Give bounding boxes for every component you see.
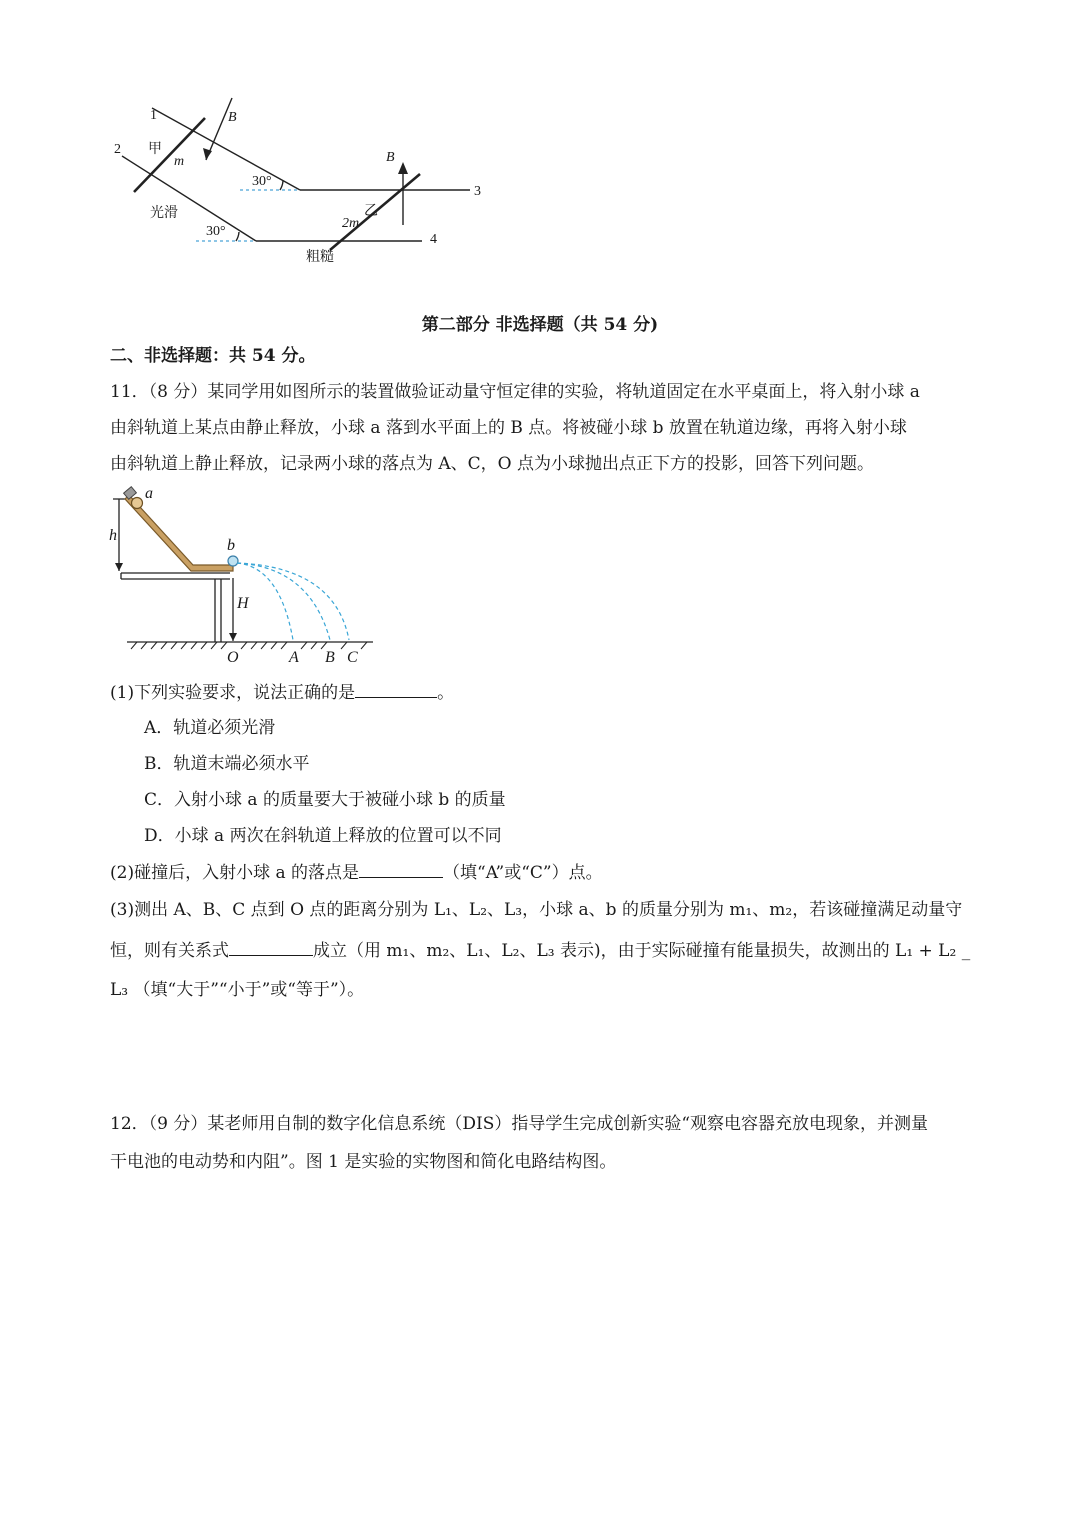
label-mass-m: m	[174, 154, 185, 169]
q12-line-2: 干电池的电动势和内阻”。图 1 是实验的实物图和简化电路结构图。	[110, 1152, 617, 1172]
label-mass-2m: 2m	[342, 216, 360, 231]
q11-part3-line-3: L₃ （填“大于”“小于”或“等于”）。	[110, 980, 365, 1000]
q11-part3-line-2a: 恒，则有关系式	[110, 941, 229, 961]
q11-option-c: C．入射小球 a 的质量要大于被碰小球 b 的质量	[144, 790, 506, 810]
label-angle-lower: 30°	[206, 224, 226, 239]
path-to-C	[237, 563, 349, 640]
label-point-B: B	[325, 649, 335, 666]
q11-part2-blank[interactable]	[359, 861, 443, 878]
label-rail-1: 1	[150, 108, 157, 123]
q11-part1-stem: (1)下列实验要求，说法正确的是	[110, 683, 356, 703]
label-rail-2: 2	[114, 142, 121, 157]
q11-part3-line-2b: 成立（用 m₁、m₂、L₁、L₂、L₃ 表示)，由于实际碰撞有能量损失，故测出的 L₁ + L₂ _	[313, 941, 971, 961]
q11-option-d: D．小球 a 两次在斜轨道上释放的位置可以不同	[144, 826, 502, 846]
rails-diagram	[100, 90, 500, 270]
label-rod-jia: 甲	[148, 142, 162, 157]
q11-intro-line-2: 由斜轨道上某点由静止释放，小球 a 落到水平面上的 B 点。将被碰小球 b 放置在轨道边缘，再将入射小球	[110, 418, 907, 438]
ball-b	[228, 556, 238, 566]
q11-intro-line-3: 由斜轨道上静止释放，记录两小球的落点为 A、C，O 点为小球抛出点正下方的投影，回答下列问题。	[110, 454, 875, 474]
label-angle-upper: 30°	[252, 174, 272, 189]
label-height-h: h	[109, 527, 117, 544]
label-ball-a: a	[145, 485, 153, 502]
track-diagram	[105, 485, 380, 670]
label-ball-b: b	[227, 537, 235, 554]
q11-part2-stem: (2)碰撞后，入射小球 a 的落点是	[110, 863, 360, 883]
label-rod-yi: 乙	[364, 204, 378, 219]
label-field-b-right: B	[386, 150, 395, 165]
label-rail-4: 4	[430, 232, 437, 247]
angle-arc-upper	[280, 181, 283, 190]
q11-option-b: B．轨道末端必须水平	[144, 754, 310, 774]
track-figure	[105, 485, 380, 670]
q11-part1-end: 。	[437, 683, 455, 703]
q11-part1	[110, 681, 454, 704]
q11-part2	[110, 861, 603, 884]
section-title: 第二部分 非选择题（共 54 分)	[421, 315, 659, 335]
q11-part3-line-1: (3)测出 A、B、C 点到 O 点的距离分别为 L₁、L₂、L₃，小球 a、b 的质量分别为 m₁、m₂，若该碰撞满足动量守	[110, 900, 963, 920]
q11-part3-line-2	[110, 939, 970, 962]
path-to-B	[237, 563, 330, 640]
ball-a	[132, 498, 143, 509]
q11-part3-blank[interactable]	[229, 939, 313, 956]
ground-hatching	[131, 642, 367, 649]
angle-arc-lower	[236, 232, 239, 241]
label-height-H: H	[237, 595, 249, 612]
label-smooth: 光滑	[150, 206, 178, 221]
q11-part1-blank[interactable]	[355, 681, 437, 698]
label-rough: 粗糙	[306, 250, 334, 265]
rod-jia	[134, 118, 205, 192]
q11-option-a: A．轨道必须光滑	[144, 718, 276, 738]
label-point-C: C	[347, 649, 358, 666]
rails-figure	[100, 90, 500, 270]
rail-2-incline	[122, 156, 256, 241]
arrowhead-vertical	[398, 162, 408, 174]
q11-part2-end: （填“A”或“C”）点。	[443, 863, 603, 883]
label-point-A: A	[289, 649, 299, 666]
label-rail-3: 3	[474, 184, 481, 199]
q12-line-1: 12．（9 分）某老师用自制的数字化信息系统（DIS）指导学生完成创新实验“观察电容器充放电现象，并测量	[110, 1114, 929, 1134]
projectile-paths	[237, 563, 349, 640]
section-heading: 二、非选择题：共 54 分。	[110, 346, 316, 366]
label-point-O: O	[227, 649, 239, 666]
label-field-b-top: B	[228, 110, 237, 125]
track-stopper	[124, 487, 137, 500]
q11-intro-line-1: 11．（8 分）某同学用如图所示的装置做验证动量守恒定律的实验，将轨道固定在水平桌面上，将入射小球 a	[110, 382, 920, 402]
